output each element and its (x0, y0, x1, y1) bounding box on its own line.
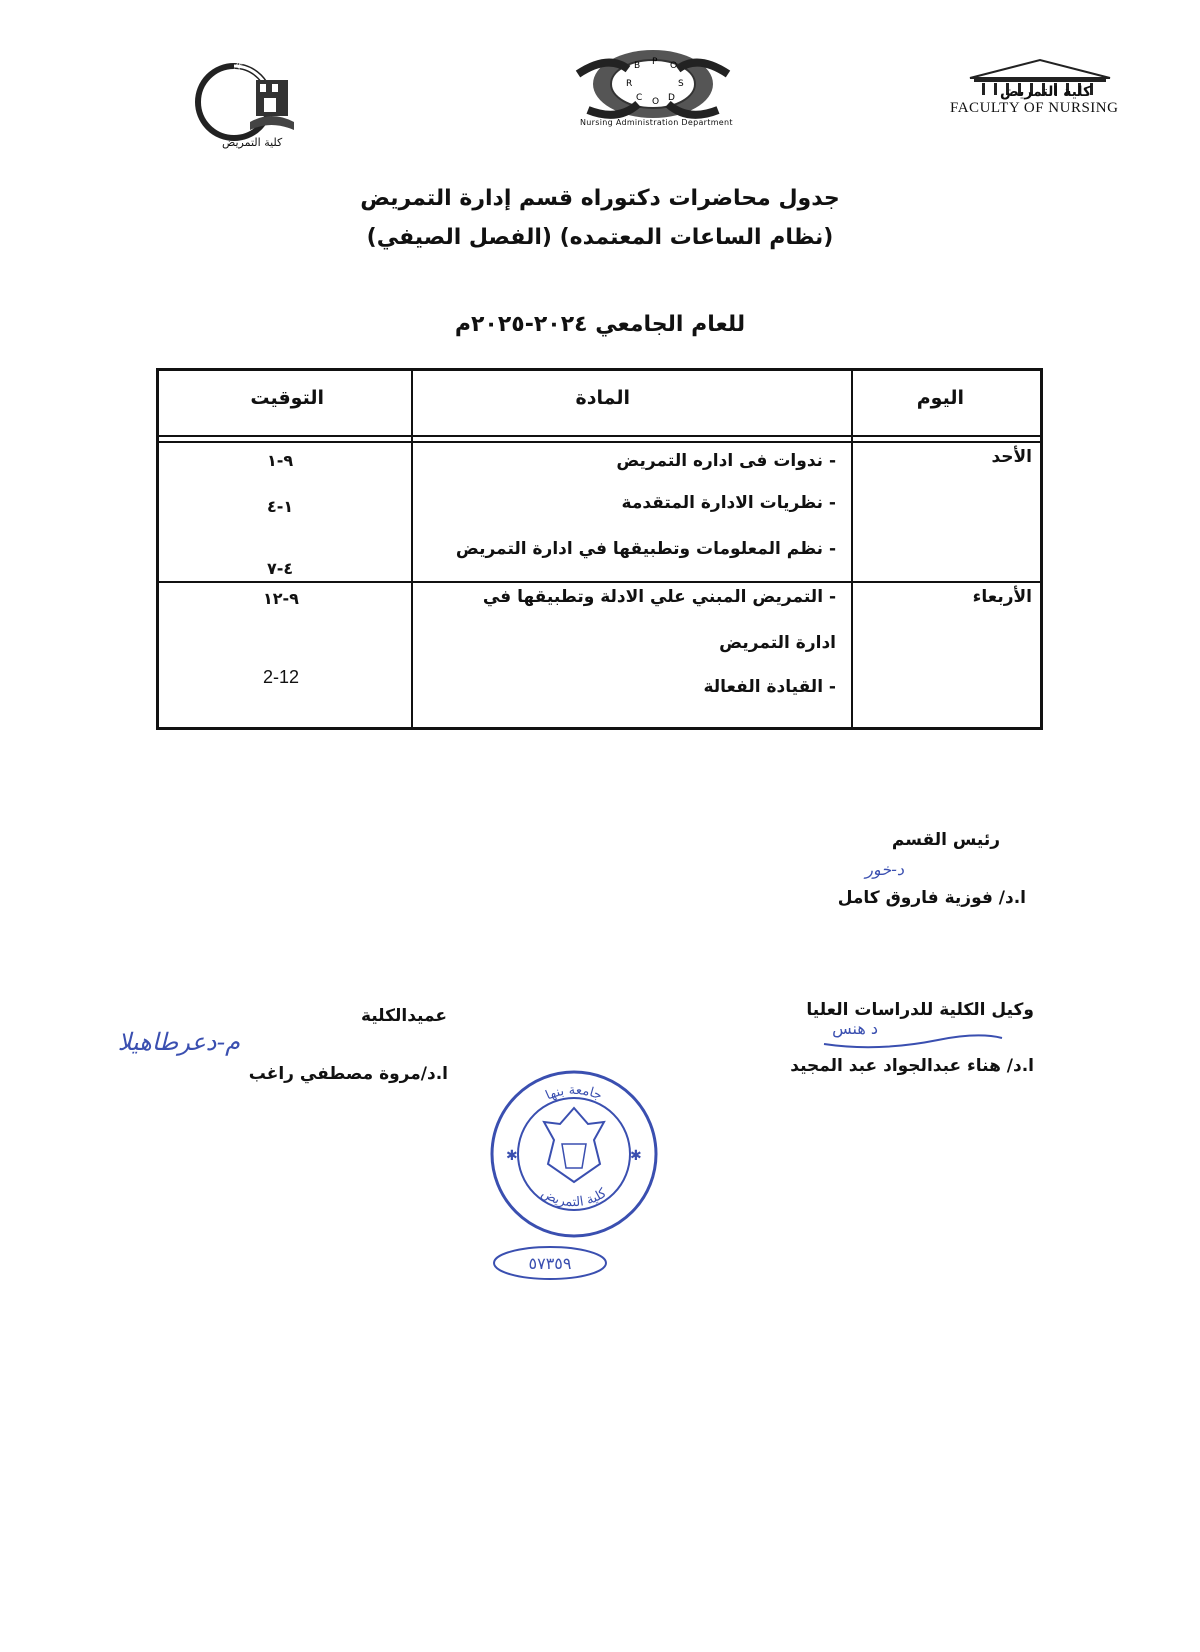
logo-letter: D (668, 93, 675, 103)
vice-dean-signature (818, 1018, 1008, 1054)
academic-year: للعام الجامعي ٢٠٢٤-٢٠٢٥م (454, 312, 746, 337)
subject-line: - نظريات الادارة المتقدمة (621, 493, 836, 513)
header-subject: المادة (575, 387, 630, 409)
time-cell: ٤-٧ (267, 559, 294, 578)
university-seal-stamp (484, 1064, 664, 1244)
stamp-bottom-text: كلية التمريض (538, 1185, 610, 1211)
row-day: الأحد (991, 447, 1032, 467)
dean-name: ا.د/مروة مصطفي راغب (248, 1064, 448, 1084)
svg-text:✱: ✱ (630, 1148, 642, 1164)
subject-line: - ندوات فى اداره التمريض (616, 451, 836, 471)
time-cell: ٩-١٢ (263, 589, 299, 608)
subject-line: ادارة التمريض (719, 633, 836, 653)
logo-letter: O (670, 61, 678, 71)
table-divider (411, 371, 413, 727)
svg-text:✱: ✱ (506, 1148, 518, 1164)
logo-letter: O (652, 97, 660, 107)
logo-letter: B (634, 61, 641, 71)
time-cell: ١-٤ (267, 497, 294, 516)
right-logo-english-text: FACULTY OF NURSING (950, 100, 1119, 116)
page-subtitle: (نظام الساعات المعتمده) (الفصل الصيفي) (366, 225, 834, 250)
head-of-department-name: ا.د/ فوزية فاروق كامل (837, 888, 1026, 908)
table-divider (851, 371, 853, 727)
svg-text:٥٧٣٥٩: ٥٧٣٥٩ (528, 1254, 572, 1273)
page-title: جدول محاضرات دكتوراه قسم إدارة التمريض (360, 186, 840, 211)
time-cell: ٩-١ (267, 451, 294, 470)
row-day: الأربعاء (972, 587, 1032, 607)
head-of-department-title: رئيس القسم (891, 830, 1000, 850)
svg-text:د هنس: د هنس (832, 1019, 878, 1038)
logo-letter: S (678, 79, 684, 89)
right-logo-arabic-text: كلية التمريض (1000, 84, 1092, 100)
subject-line: - القيادة الفعالة (703, 677, 836, 697)
department-logo-caption: Nursing Administration Department (580, 118, 733, 127)
dean-title: عميدالكلية (360, 1006, 447, 1026)
logo-letter: R (626, 79, 633, 89)
stamp-serial-number (490, 1244, 610, 1282)
left-logo-caption: كلية التمريض (222, 136, 283, 149)
svg-text:FACULTY OF NURSING: FACULTY OF NURSING (208, 45, 254, 116)
dean-signature (117, 1022, 432, 1062)
header-day: اليوم (916, 387, 964, 409)
logo-letter: P (652, 57, 658, 67)
department-logo (568, 44, 738, 124)
svg-text:د-خور: د-خور (865, 860, 904, 879)
header-time: التوقيت (250, 387, 324, 409)
logo-letter: C (636, 93, 643, 103)
schedule-table (156, 368, 1043, 730)
subject-line: - التمريض المبني علي الادلة وتطبيقها في (482, 587, 836, 607)
table-divider (159, 435, 1040, 437)
stamp-top-text: جامعة بنها (543, 1082, 605, 1104)
table-divider (159, 581, 1040, 583)
time-cell: 2-12 (263, 667, 300, 687)
head-signature (865, 855, 990, 883)
vice-dean-name: ا.د/ هناء عبدالجواد عبد المجيد (790, 1056, 1034, 1076)
svg-text:م-دعرطاهيلا: م-دعرطاهيلا (117, 1028, 240, 1056)
subject-line: - نظم المعلومات وتطبيقها في ادارة التمريض (455, 539, 836, 559)
table-divider (159, 441, 1040, 443)
vice-dean-title: وكيل الكلية للدراسات العليا (806, 1000, 1034, 1020)
